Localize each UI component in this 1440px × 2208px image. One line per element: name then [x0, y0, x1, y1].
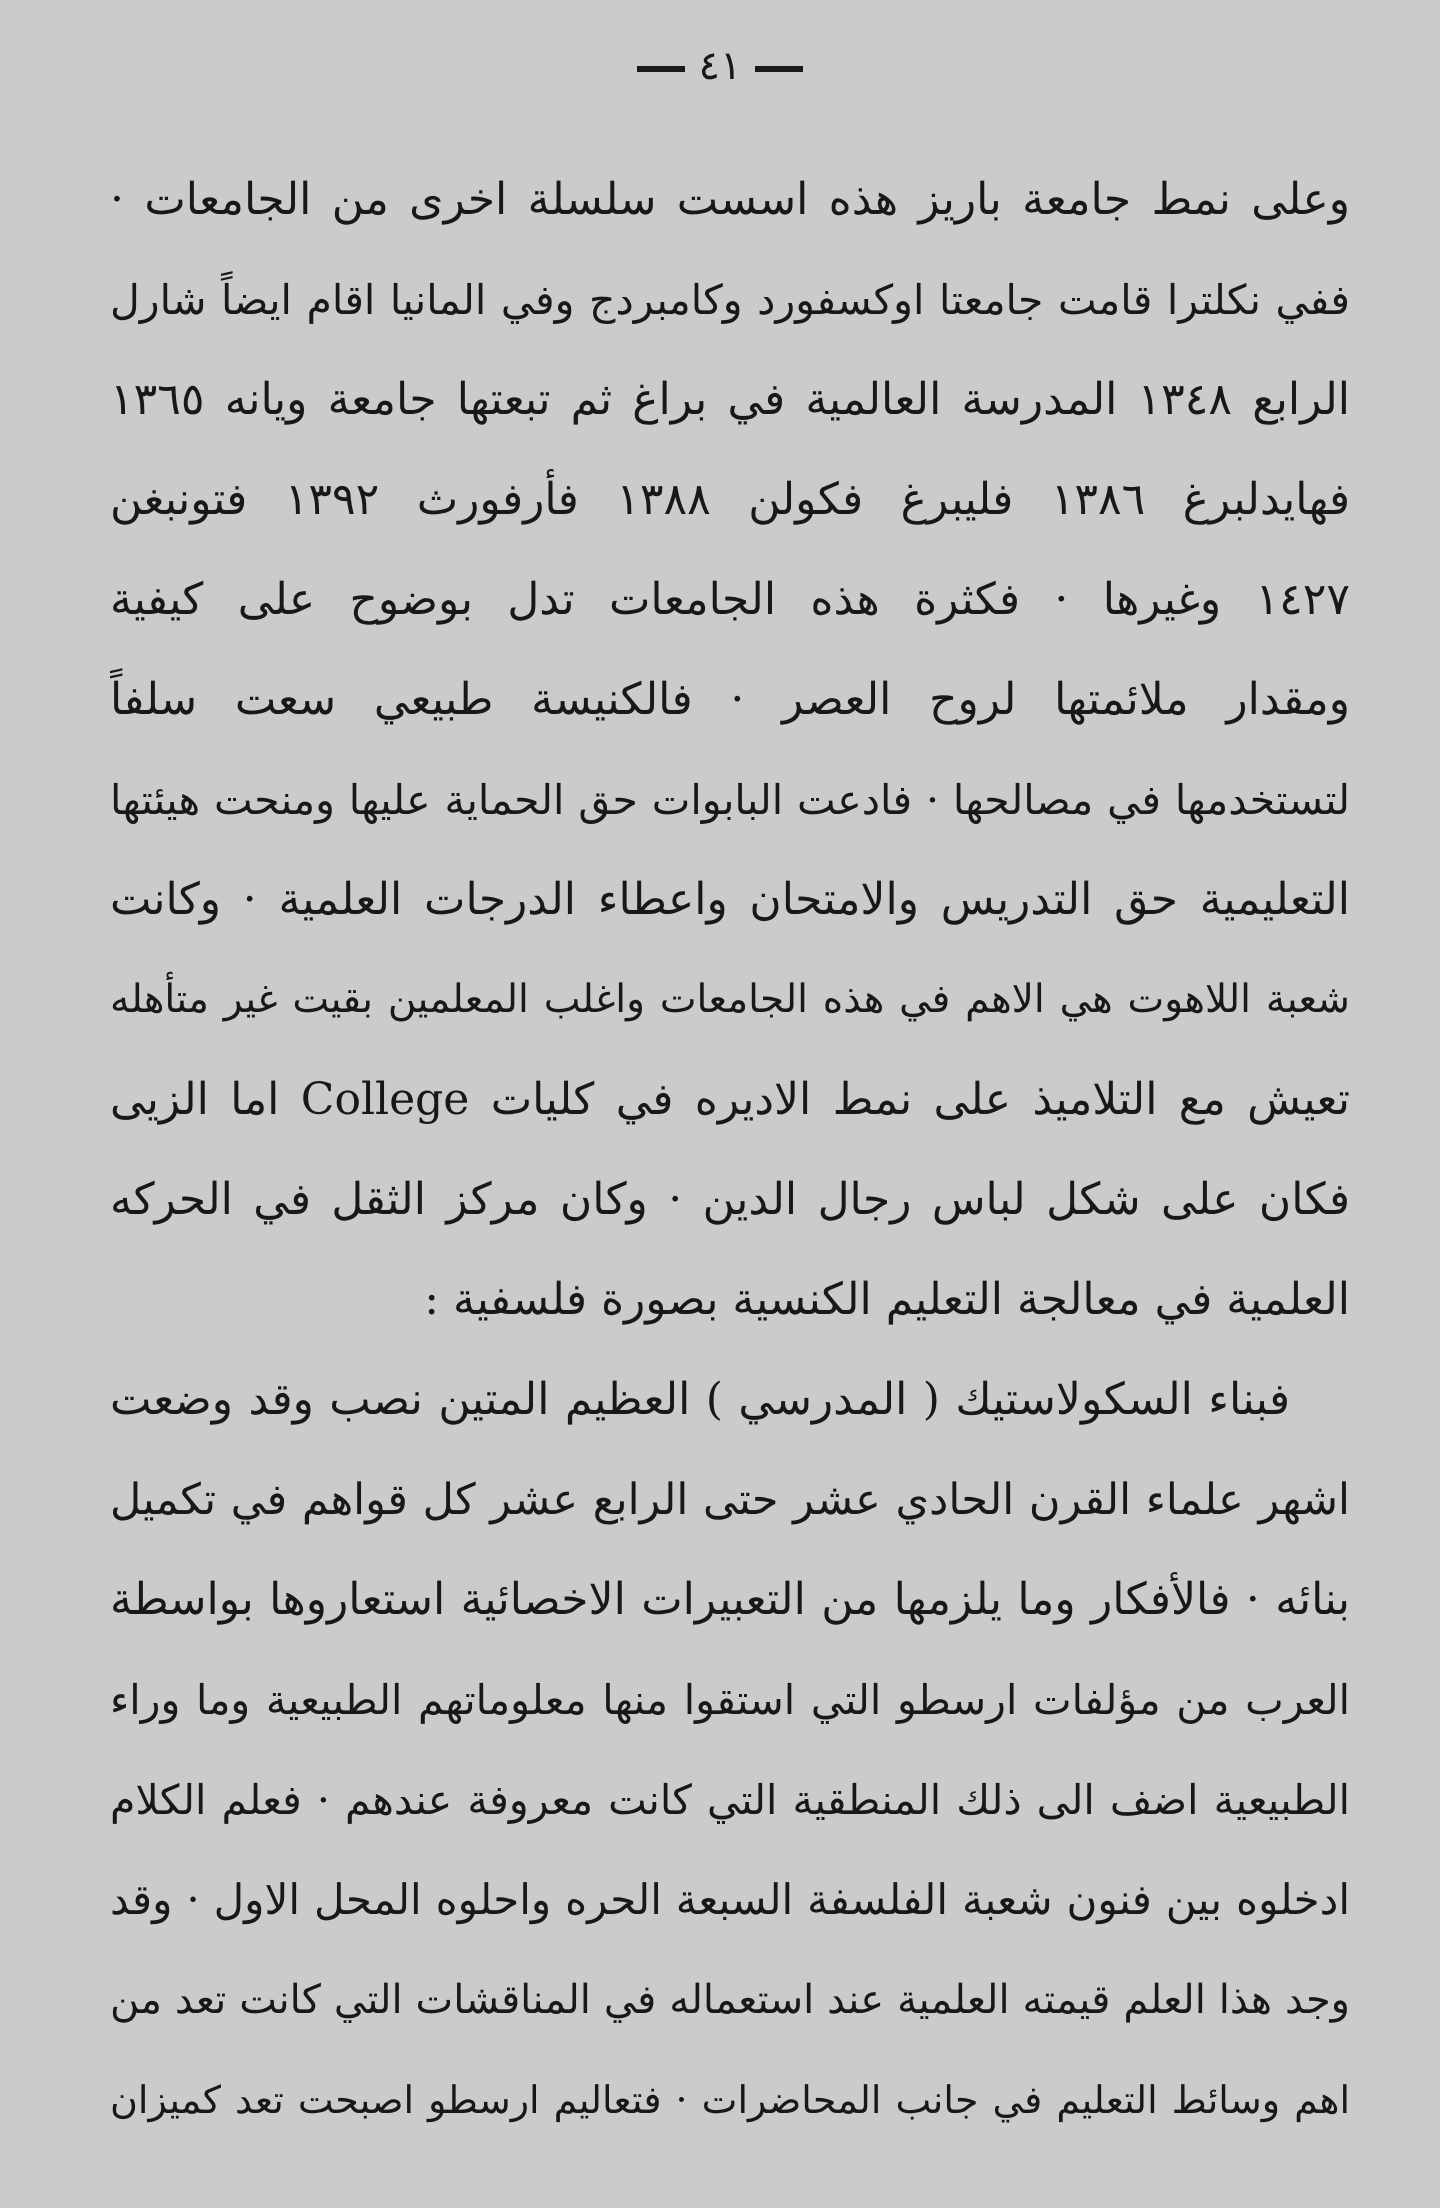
- text-line: ادخلوه بين فنون شعبة الفلسفة السبعة الحره واحلوه المحل الاول · وقد: [110, 1875, 1350, 1924]
- text-line: شعبة اللاهوت هي الاهم في هذه الجامعات واغلب المعلمين بقيت غير متأهله: [110, 977, 1350, 1022]
- text-line: فبناء السكولاستيك ( المدرسي ) العظيم المتين نصب وقد وضعت: [110, 1374, 1290, 1425]
- page-number-dash-left: [637, 66, 685, 72]
- text-line: لتستخدمها في مصالحها · فادعت البابوات حق الحماية عليها ومنحت هيئتها: [110, 776, 1350, 824]
- page-number: [0, 38, 1440, 94]
- text-line: ١٤٢٧ وغيرها · فكثرة هذه الجامعات تدل بوضوح على كيفية: [110, 574, 1350, 625]
- page-number-dash-right: [755, 66, 803, 72]
- page-number-text: ٤١: [698, 43, 742, 89]
- text-line: اهم وسائط التعليم في جانب المحاضرات · فتعاليم ارسطو اصبحت تعد كميزان: [110, 2078, 1350, 2122]
- text-line: ومقدار ملائمتها لروح العصر · فالكنيسة طبيعي سعت سلفاً: [110, 674, 1350, 725]
- text-line: ففي نكلترا قامت جامعتا اوكسفورد وكامبردج وفي المانيا اقام ايضاً شارل: [110, 276, 1350, 324]
- text-line: الطبيعية اضف الى ذلك المنطقية التي كانت معروفة عندهم · فعلم الكلام: [110, 1776, 1350, 1824]
- text-line: العلمية في معالجة التعليم الكنسية بصورة فلسفية :: [424, 1274, 1350, 1325]
- text-line: وجد هذا العلم قيمته العلمية عند استعماله في المناقشات التي كانت تعد من: [110, 1977, 1350, 2023]
- body-text: [110, 150, 1350, 2150]
- text-line: التعليمية حق التدريس والامتحان واعطاء الدرجات العلمية · وكانت: [110, 874, 1350, 925]
- text-line: فكان على شكل لباس رجال الدين · وكان مركز الثقل في الحركه: [110, 1174, 1350, 1225]
- text-line: وعلى نمط جامعة باريز هذه اسست سلسلة اخرى من الجامعات ·: [110, 174, 1350, 225]
- text-line: اشهر علماء القرن الحادي عشر حتى الرابع عشر كل قواهم في تكميل: [110, 1475, 1350, 1525]
- text-line: العرب من مؤلفات ارسطو التي استقوا منها معلوماتهم الطبيعية وما وراء: [110, 1676, 1350, 1724]
- text-line: فهايدلبرغ ١٣٨٦ فليبرغ فكولن ١٣٨٨ فأرفورث ١٣٩٢ فتونبغن: [110, 474, 1350, 525]
- text-line: تعيش مع التلاميذ على نمط الاديره في كليات College اما الزيى: [110, 1074, 1350, 1125]
- text-line: بنائه · فالأفكار وما يلزمها من التعبيرات الاخصائية استعاروها بواسطة: [110, 1574, 1350, 1625]
- text-line: الرابع ١٣٤٨ المدرسة العالمية في براغ ثم تبعتها جامعة ويانه ١٣٦٥: [110, 374, 1350, 425]
